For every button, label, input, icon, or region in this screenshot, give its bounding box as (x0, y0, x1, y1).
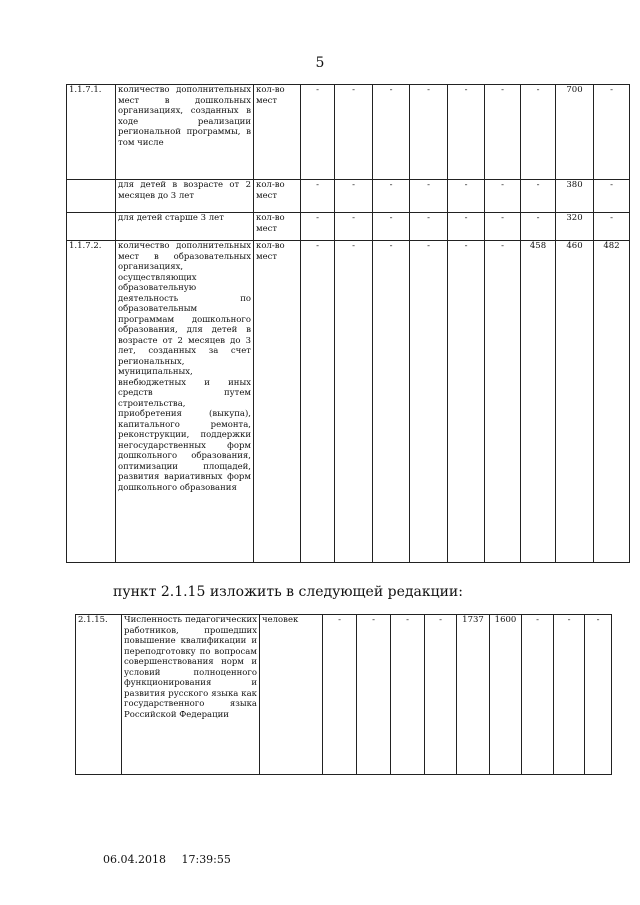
value-cell: 1600 (490, 615, 522, 775)
value-cell: - (410, 180, 448, 213)
item-number (67, 213, 116, 241)
table-row (67, 85, 630, 180)
value-cell: - (335, 213, 373, 241)
value-cell: - (301, 241, 335, 563)
print-time: 17:39:55 (181, 853, 231, 866)
value-cell: - (373, 180, 410, 213)
value-cell: - (585, 615, 612, 775)
value-cell: - (335, 241, 373, 563)
value-cell: 1737 (457, 615, 490, 775)
value-cell: - (410, 85, 448, 180)
item-number: 2.1.15. (76, 615, 122, 775)
value-cell: 700 (556, 85, 594, 180)
value-cell: - (425, 615, 457, 775)
value-cell: - (594, 213, 630, 241)
table-row (67, 180, 630, 213)
value-cell: 458 (521, 241, 556, 563)
indicators-table (66, 84, 630, 563)
value-cell: - (485, 180, 521, 213)
value-cell: - (357, 615, 391, 775)
indicator-name: количество дополнительных мест в дошкольных организациях, созданных в ходе реализации региональной программы, в том числе (116, 85, 254, 180)
value-cell: - (373, 213, 410, 241)
value-cell: - (323, 615, 357, 775)
value-cell: - (522, 615, 554, 775)
table-row (67, 241, 630, 563)
unit-cell: кол-во мест (254, 213, 301, 241)
unit-cell: кол-во мест (254, 241, 301, 563)
value-cell: - (521, 85, 556, 180)
value-cell: - (594, 85, 630, 180)
value-cell: - (301, 85, 335, 180)
value-cell: - (554, 615, 585, 775)
item-number: 1.1.7.1. (67, 85, 116, 180)
indicator-name: количество дополнительных мест в образовательных организациях, осуществляющих образовательную деятельность по образовательным программам дошкольного образования, для детей в возрасте от 2 месяцев до 3 лет, созданных за счет региональных, муниципальных, внебюджетных и иных средств путем строительства, приобретения (выкупа), капитального ремонта, реконструкции, поддержки негосударственных форм дошкольного образования, оптимизации площадей, развития вариативных форм дошкольного образования (116, 241, 254, 563)
print-timestamp (103, 853, 243, 866)
value-cell: 460 (556, 241, 594, 563)
value-cell: - (335, 85, 373, 180)
indicator-name: для детей старше 3 лет (116, 213, 254, 241)
unit-cell: человек (260, 615, 323, 775)
indicator-name: для детей в возрасте от 2 месяцев до 3 лет (116, 180, 254, 213)
value-cell: - (410, 213, 448, 241)
value-cell: - (594, 180, 630, 213)
amendment-caption: пункт 2.1.15 изложить в следующей редакции: (113, 584, 463, 600)
value-cell: - (448, 180, 485, 213)
value-cell: - (448, 241, 485, 563)
table-row (76, 615, 612, 775)
amended-item-table (75, 614, 612, 775)
value-cell: - (485, 241, 521, 563)
table-row (67, 213, 630, 241)
value-cell: - (485, 85, 521, 180)
value-cell: 482 (594, 241, 630, 563)
value-cell: - (335, 180, 373, 213)
value-cell: - (391, 615, 425, 775)
value-cell: - (521, 180, 556, 213)
value-cell: - (448, 213, 485, 241)
value-cell: 380 (556, 180, 594, 213)
unit-cell: кол-во мест (254, 180, 301, 213)
value-cell: - (373, 85, 410, 180)
value-cell: - (301, 213, 335, 241)
item-number: 1.1.7.2. (67, 241, 116, 563)
value-cell: - (521, 213, 556, 241)
value-cell: - (373, 241, 410, 563)
indicator-name: Численность педагогических работников, прошедших повышение квалификации и переподготовку по вопросам совершенствования норм и условий полноценного функционирования и развития русского языка как государственного языка Российской Федерации (122, 615, 260, 775)
value-cell: 320 (556, 213, 594, 241)
value-cell: - (485, 213, 521, 241)
page-number: 5 (315, 55, 325, 71)
value-cell: - (410, 241, 448, 563)
value-cell: - (448, 85, 485, 180)
unit-cell: кол-во мест (254, 85, 301, 180)
value-cell: - (301, 180, 335, 213)
item-number (67, 180, 116, 213)
print-date: 06.04.2018 (103, 853, 166, 866)
